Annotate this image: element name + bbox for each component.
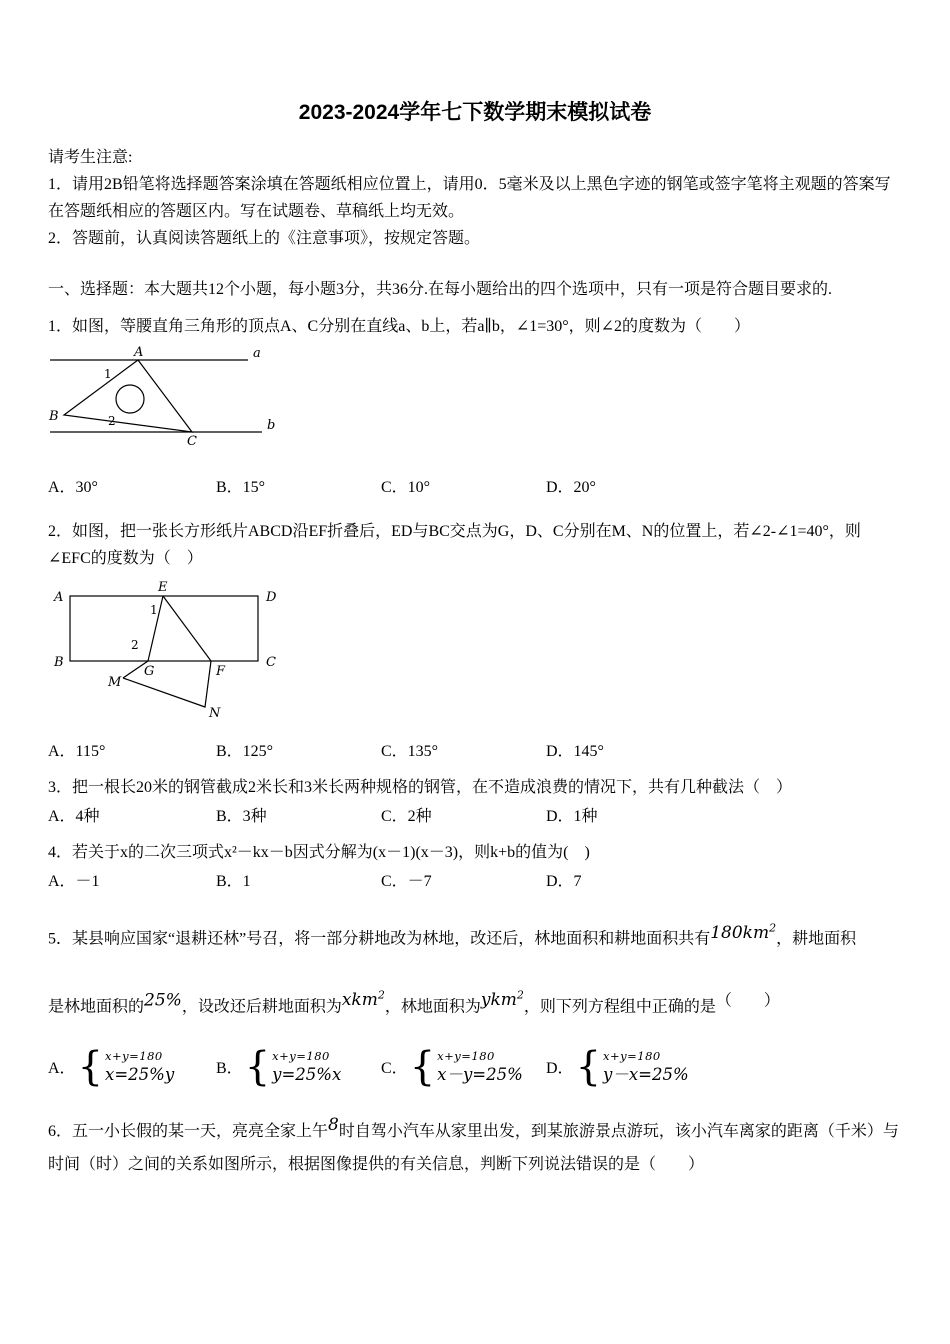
question-1 xyxy=(48,313,902,498)
label-point-A: A xyxy=(54,590,64,605)
question-5-text xyxy=(48,900,902,1035)
equation-bottom: x=25%y xyxy=(105,1064,175,1084)
q1-option-b: B．15° xyxy=(216,479,266,496)
equation-top: x+y=180 xyxy=(603,1048,661,1063)
q2-option-c: C．135° xyxy=(381,743,439,760)
math-percent: 25% xyxy=(144,990,182,1011)
brace-glyph: { xyxy=(575,1044,602,1091)
question-5 xyxy=(48,900,902,1091)
equation-bottom: x－y=25% xyxy=(437,1064,523,1084)
inscribed-circle xyxy=(116,385,144,413)
label-point-C: C xyxy=(266,655,276,670)
q1-option-c: C．10° xyxy=(381,479,431,496)
triangle-ABC xyxy=(64,360,192,432)
equation-top: x+y=180 xyxy=(437,1048,495,1063)
q5-answer-blank: （ ） xyxy=(715,992,780,1010)
math-x-area: xkm$^2$ xyxy=(341,988,385,1011)
label-point-F: F xyxy=(216,664,226,679)
question-2-options xyxy=(48,742,902,762)
q3-option-a: A．4种 xyxy=(48,808,100,825)
math-total-area: $180km^2$ xyxy=(710,921,777,943)
question-6 xyxy=(48,1109,902,1181)
equation-system xyxy=(575,1044,689,1091)
q4-option-b: B．1 xyxy=(216,873,251,890)
q1-option-d: D．20° xyxy=(546,479,596,496)
q5-option-c xyxy=(381,1044,546,1091)
q2-geometry-diagram xyxy=(48,578,318,720)
notice-line-1: 1．请用2B铅笔将选择题答案涂填在答题纸相应位置上，请用0．5毫米及以上黑色字迹的钢笔或签字笔将主观题的答案写在答题纸相应的答题区内。写在试题卷、草稿纸上均无效。 xyxy=(48,176,891,220)
label-point-A: A xyxy=(134,346,144,360)
q5-option-a xyxy=(48,1044,216,1091)
label-point-B: B xyxy=(49,409,59,424)
equation-bottom: y=25%x xyxy=(272,1064,342,1084)
question-6-text xyxy=(48,1109,902,1181)
equation-system xyxy=(244,1044,342,1091)
question-3-text: 3．把一根长20米的钢管截成2米长和3米长两种规格的钢管，在不造成浪费的情况下，共有几种截法（ ） xyxy=(48,779,793,796)
brace-glyph: { xyxy=(409,1044,436,1091)
rectangle-ABCD xyxy=(70,596,258,661)
question-3-options xyxy=(48,807,902,827)
q4-option-a: A．－1 xyxy=(48,873,100,890)
question-3 xyxy=(48,774,902,827)
q3-option-c: C．2种 xyxy=(381,808,432,825)
q5-text-segment: ，耕地面积 xyxy=(776,930,857,948)
question-1-options xyxy=(48,478,902,498)
q5-option-d xyxy=(546,1044,902,1091)
q6-text-segment: 时自驾小汽车从家里出发，到某旅游景点游玩，该小汽车离家的距离（千米）与时间（时）之间的关系如图所示，根据图像提供的有关信息，判断下列说法错误的是（ ） xyxy=(48,1123,899,1174)
label-line-a: a xyxy=(253,346,261,361)
question-5-options xyxy=(48,1044,902,1091)
equation-system xyxy=(77,1044,175,1091)
q5-text-segment: ，林地面积为 xyxy=(384,998,481,1016)
q5-text-segment: 5．某县响应国家“退耕还林”号召，将一部分耕地改为林地，改还后，林地面积和耕地面积共有 xyxy=(48,930,711,948)
q5-text-segment: ，设改还后耕地面积为 xyxy=(181,998,342,1016)
q1-option-a: A．30° xyxy=(48,479,98,496)
label-angle-2: 2 xyxy=(131,638,139,652)
q4-option-d: D．7 xyxy=(546,873,582,890)
question-2-figure xyxy=(48,578,902,720)
notice-line-2: 2．答题前，认真阅读答题纸上的《注意事项》，按规定答题。 xyxy=(48,230,481,247)
question-4 xyxy=(48,839,902,892)
notice-section xyxy=(48,144,902,252)
question-1-text: 1．如图，等腰直角三角形的顶点A、C分别在直线a、b上，若a∥b，∠1=30°，则∠2的度数为（ ） xyxy=(48,318,751,335)
option-letter: B． xyxy=(216,1060,243,1078)
fold-edge-MNF xyxy=(123,661,211,707)
q2-option-a: A．115° xyxy=(48,743,106,760)
q2-option-b: B．125° xyxy=(216,743,274,760)
question-2 xyxy=(48,518,902,762)
question-2-text: 2．如图，把一张长方形纸片ABCD沿EF折叠后，ED与BC交点为G，D、C分别在M、N的位置上，若∠2-∠1=40°，则∠EFC的度数为（ ） xyxy=(48,523,861,567)
section-1-heading: 一、选择题：本大题共12个小题，每小题3分，共36分.在每小题给出的四个选项中，只有一项是符合题目要求的. xyxy=(48,281,833,298)
label-angle-2: 2 xyxy=(108,414,116,428)
math-departure-time: 8 xyxy=(328,1115,339,1136)
label-point-N: N xyxy=(209,706,221,720)
label-point-G: G xyxy=(144,664,155,679)
label-point-B: B xyxy=(54,655,64,670)
crease-EF xyxy=(163,596,211,661)
label-point-C: C xyxy=(187,434,197,446)
question-1-figure xyxy=(48,346,902,446)
brace-glyph: { xyxy=(244,1044,271,1091)
equation-system xyxy=(409,1044,523,1091)
option-letter: C． xyxy=(381,1060,408,1078)
q3-option-b: B．3种 xyxy=(216,808,267,825)
label-angle-1: 1 xyxy=(104,367,112,381)
q1-geometry-diagram xyxy=(48,346,278,446)
equation-top: x+y=180 xyxy=(272,1048,330,1063)
q6-text-segment: 6．五一小长假的某一天，亮亮全家上午 xyxy=(48,1123,329,1141)
question-4-options xyxy=(48,872,902,892)
q2-option-d: D．145° xyxy=(546,743,604,760)
q3-option-d: D．1种 xyxy=(546,808,598,825)
label-point-E: E xyxy=(158,580,168,595)
q4-option-c: C．－7 xyxy=(381,873,432,890)
label-point-D: D xyxy=(266,590,277,605)
equation-top: x+y=180 xyxy=(105,1048,163,1063)
label-line-b: b xyxy=(267,418,276,433)
brace-glyph: { xyxy=(77,1044,104,1091)
label-angle-1: 1 xyxy=(150,603,158,617)
equation-bottom: y－x=25% xyxy=(603,1064,689,1084)
math-y-area: ykm$^2$ xyxy=(480,988,524,1011)
option-letter: D． xyxy=(546,1060,574,1078)
label-point-M: M xyxy=(108,675,122,690)
q5-text-segment: 是林地面积的 xyxy=(48,998,145,1016)
notice-header: 请考生注意: xyxy=(48,149,133,166)
question-4-text: 4．若关于x的二次三项式x²－kx－b因式分解为(x－1)(x－3)，则k+b的值为( ) xyxy=(48,844,590,861)
q5-option-b xyxy=(216,1044,381,1091)
option-letter: A． xyxy=(48,1060,76,1078)
q5-text-segment: ，则下列方程组中正确的是 xyxy=(523,998,716,1016)
page-title: 2023-2024学年七下数学期末模拟试卷 xyxy=(298,101,652,124)
